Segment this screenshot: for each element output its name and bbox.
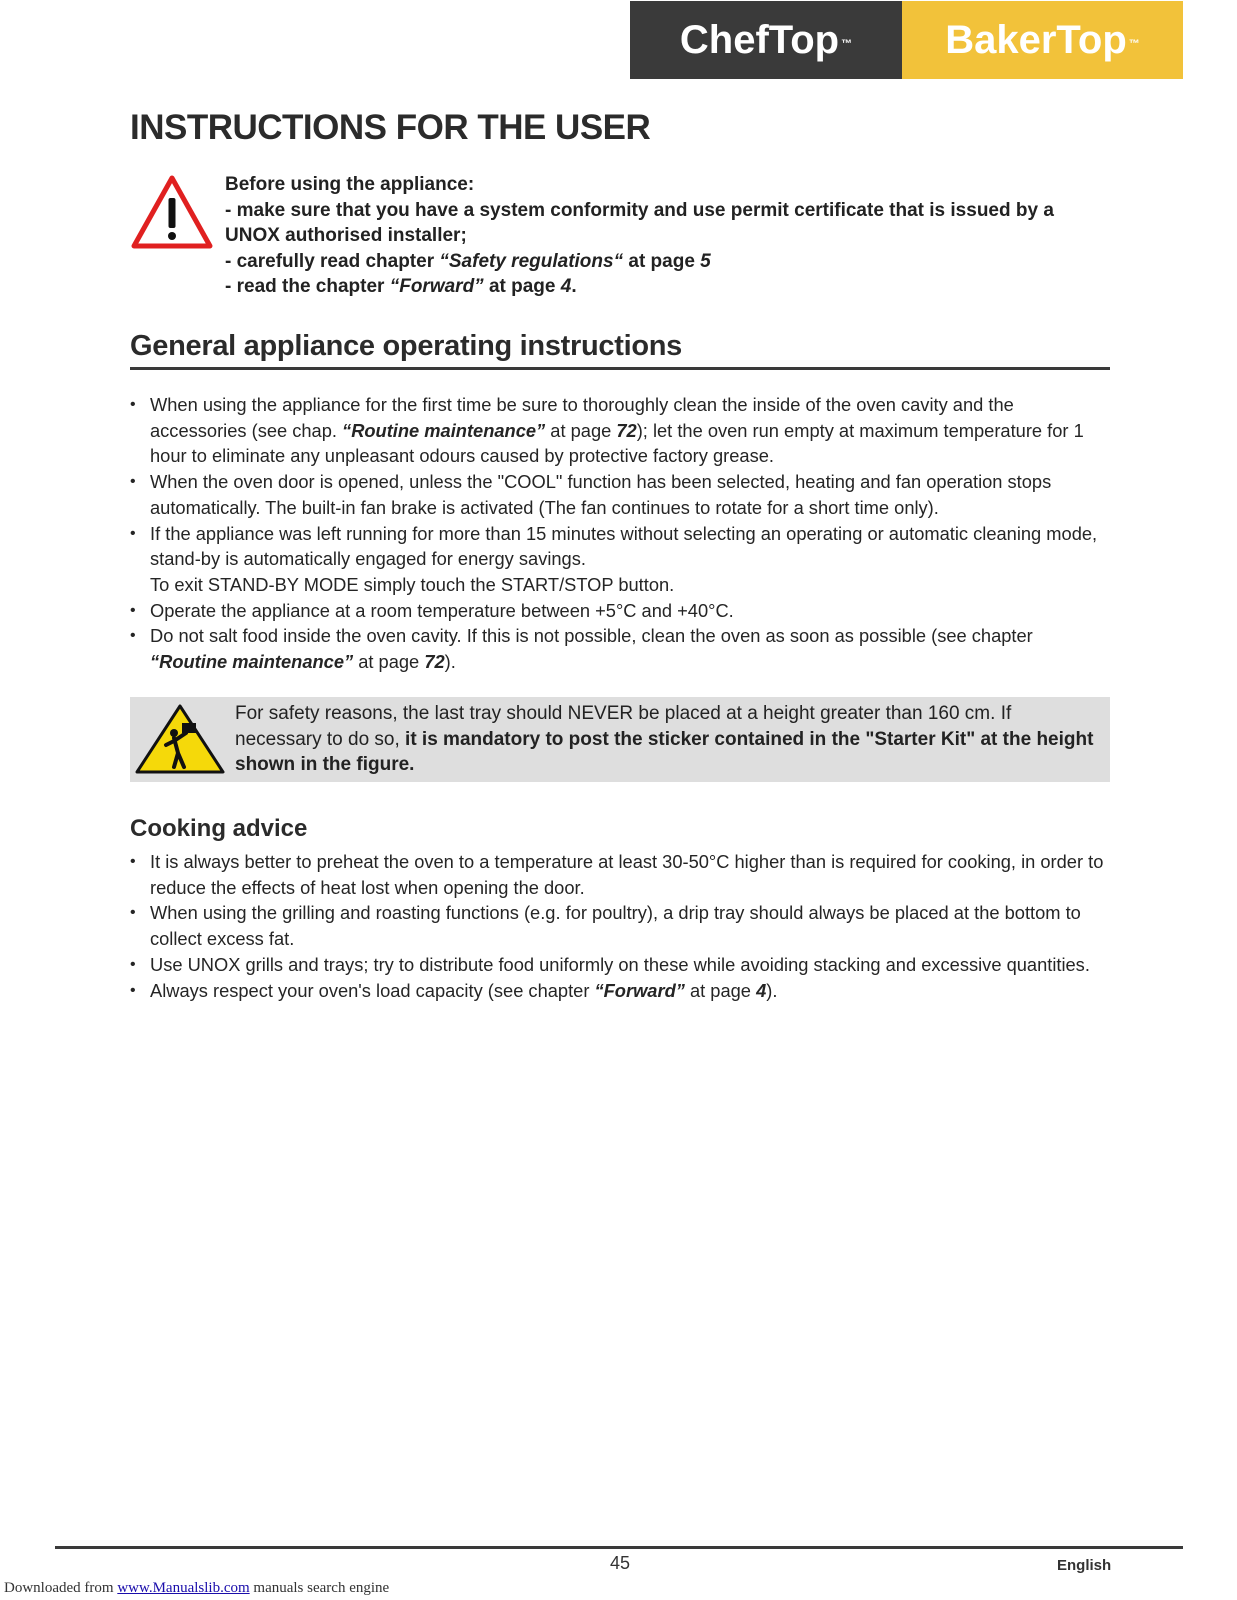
text: at page xyxy=(623,250,701,272)
standby-note: To exit STAND-BY MODE simply touch the START/STOP button. xyxy=(150,573,675,595)
cooking-advice-list xyxy=(130,849,1110,1003)
general-instructions-list xyxy=(130,392,1110,675)
safety-mandatory-text: it is mandatory to post the sticker contained in the "Starter Kit" at the height shown in the figure. xyxy=(235,728,1099,775)
lifting-hazard-icon xyxy=(134,703,226,775)
warning-line-permit: - make sure that you have a system conformity and use permit certificate that is issued by a UNOX authorised installer; xyxy=(225,199,1060,246)
list-item xyxy=(130,978,1110,1004)
brand-cheftop xyxy=(630,1,902,79)
list-item: • It is always better to preheat the oven to a temperature at least 30-50°C higher than is required for cooking, in order to reduce the effects of heat lost when opening the door. xyxy=(130,849,1110,900)
brand-header xyxy=(630,1,1183,79)
safety-notice-text xyxy=(235,701,1099,778)
warning-line-safety xyxy=(225,249,1105,275)
chapter-reference-link: “Forward” xyxy=(389,276,484,297)
manualslib-link[interactable]: www.Manualslib.com xyxy=(117,1580,250,1596)
trademark-symbol: ™ xyxy=(1128,38,1140,50)
page-reference: 72 xyxy=(424,651,445,673)
page-reference: 4 xyxy=(756,979,767,1001)
page-number: 45 xyxy=(610,1553,631,1573)
list-item xyxy=(130,521,1110,598)
brand-bakertop-label: BakerTop xyxy=(945,17,1127,62)
warning-intro: Before using the appliance: xyxy=(225,174,475,195)
chapter-reference: “Forward” xyxy=(594,979,685,1001)
chapter-reference: “Routine maintenance” xyxy=(342,419,546,441)
text: For safety reasons, the last tray should NEVER be placed at a height greater than 160 cm. If necessary to do so, xyxy=(235,703,1017,750)
page-reference: 4 xyxy=(560,276,572,297)
text: at page xyxy=(545,419,617,441)
text: Always respect your oven's load capacity (see chapter xyxy=(150,979,595,1001)
text: at page xyxy=(483,276,561,297)
text: ). xyxy=(766,979,778,1001)
download-note xyxy=(4,1580,389,1597)
text: When using the appliance for the first time be sure to thoroughly clean the inside of the oven cavity and the accessories (see chap. xyxy=(150,394,1019,441)
list-item: • Operate the appliance at a room temperature between +5°C and +40°C. xyxy=(130,598,1110,624)
page-title: INSTRUCTIONS FOR THE USER xyxy=(130,108,651,147)
list-item: • When using the grilling and roasting functions (e.g. for poultry), a drip tray should always be placed at the bottom to collect excess fat. xyxy=(130,900,1110,951)
chapter-reference: “Routine maintenance” xyxy=(150,651,354,673)
trademark-symbol: ™ xyxy=(841,38,853,50)
warning-triangle-icon xyxy=(130,174,214,250)
chapter-reference-link: “Safety regulations“ xyxy=(439,250,624,272)
footer-language: English xyxy=(1057,1557,1112,1574)
text: at page xyxy=(684,979,757,1001)
list-item xyxy=(130,392,1110,469)
page-reference: 5 xyxy=(700,250,711,272)
text: Downloaded from xyxy=(4,1580,118,1596)
list-item: • When the oven door is opened, unless the "COOL" function has been selected, heating and fan operation stops automatically. The built-in fan brake is activated (The fan continues to rotate for a short time only). xyxy=(130,469,1110,520)
text: at page xyxy=(353,651,425,673)
list-item xyxy=(130,623,1110,674)
warning-line-forward xyxy=(225,274,1105,300)
brand-cheftop-label: ChefTop xyxy=(679,17,840,62)
brand-bakertop xyxy=(902,1,1183,79)
text: If the appliance was left running for more than 15 minutes without selecting an operating or automatic cleaning mode, stand-by is automatically engaged for energy savings. xyxy=(150,522,1103,570)
section-heading-cooking: Cooking advice xyxy=(130,815,308,842)
text: Do not salt food inside the oven cavity. If this is not possible, clean the oven as soon as possible (see chapter xyxy=(150,625,1038,647)
text: ); let the oven run empty at maximum temperature for 1 hour to eliminate any unpleasant odours caused by protective factory grease. xyxy=(150,419,1089,467)
section-heading-general: General appliance operating instructions xyxy=(130,330,683,362)
text: - read the chapter xyxy=(225,276,390,297)
text: . xyxy=(571,276,577,297)
text: - carefully read chapter xyxy=(225,250,440,272)
footer-divider xyxy=(55,1546,1183,1549)
list-item: • Use UNOX grills and trays; try to distribute food uniformly on these while avoiding stacking and excessive quantities. xyxy=(130,952,1110,978)
safety-notice-box xyxy=(130,697,1110,782)
warning-text xyxy=(225,172,1105,300)
text: manuals search engine xyxy=(249,1580,390,1596)
text: ). xyxy=(444,651,456,673)
section-divider xyxy=(130,367,1110,370)
warning-block xyxy=(130,172,1110,302)
page-reference: 72 xyxy=(616,419,637,441)
